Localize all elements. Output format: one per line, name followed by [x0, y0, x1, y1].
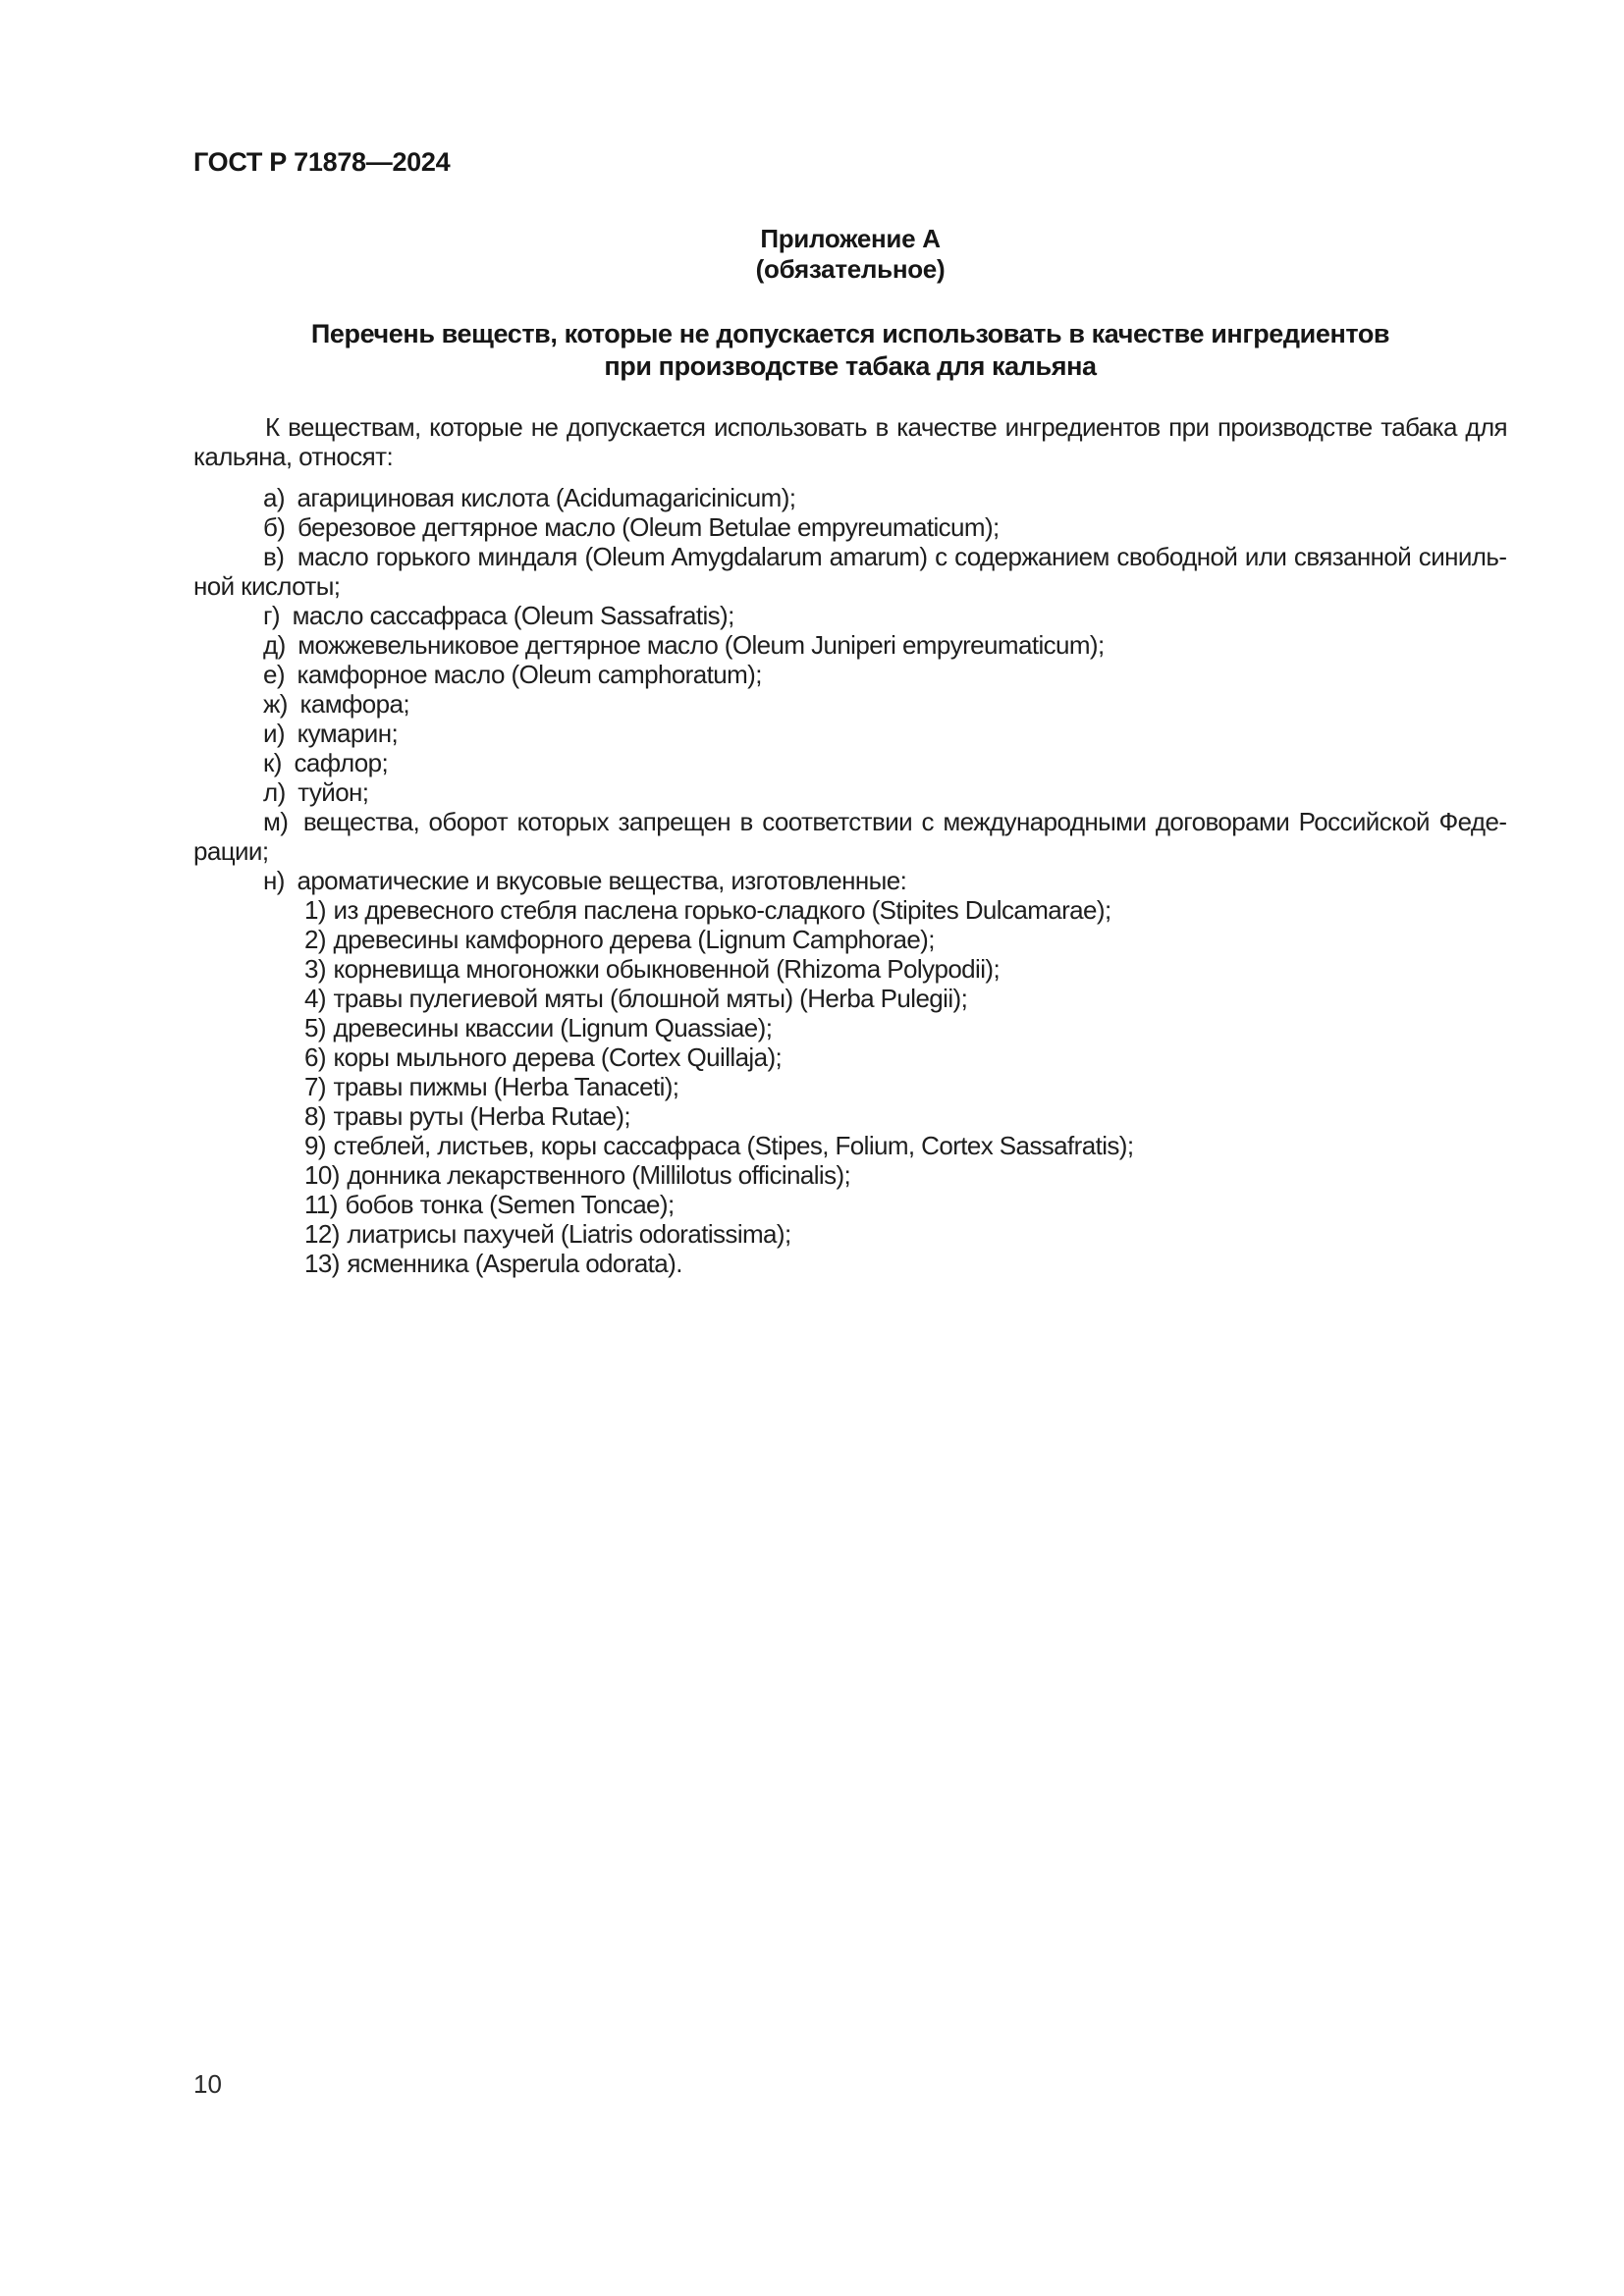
list-item: [193, 807, 1507, 866]
list-item: [193, 719, 1507, 748]
item-marker: 8): [304, 1101, 326, 1131]
list-item: [193, 630, 1507, 660]
page-title-line1: Перечень веществ, которые не допускается использовать в качестве ингредиентов: [310, 319, 1390, 348]
item-text: ароматические и вкусовые вещества, изготовленные:: [297, 866, 907, 895]
item-text: ясменника (Asperula odorata).: [347, 1249, 682, 1278]
appendix-label: Приложение А: [760, 224, 941, 253]
item-text: из древесного стебля паслена горько-сладкого (Stipites Dulcamarae);: [333, 895, 1111, 925]
item-text: травы руты (Herba Rutae);: [333, 1101, 631, 1131]
item-text: вещества, оборот которых запрещен в соответствии с международными договорами Российской Федерации;: [193, 807, 1508, 866]
item-text: древесины камфорного дерева (Lignum Camphorae);: [333, 925, 935, 954]
item-text: лиатрисы пахучей (Liatris odoratissima);: [347, 1219, 791, 1249]
item-marker: д): [263, 630, 286, 660]
intro-paragraph: К веществам, которые не допускается использовать в качестве ингредиентов при производстве табака для кальяна, относят:: [193, 412, 1507, 471]
item-marker: 12): [304, 1219, 340, 1249]
item-text: древесины квассии (Lignum Quassiae);: [333, 1013, 773, 1042]
item-marker: м): [263, 807, 289, 836]
item-text: туйон;: [298, 777, 369, 807]
list-item: [193, 660, 1507, 689]
item-marker: 13): [304, 1249, 340, 1278]
item-text: коры мыльного дерева (Cortex Quillaja);: [333, 1042, 783, 1072]
item-text: кумарин;: [297, 719, 399, 748]
item-marker: 4): [304, 984, 326, 1013]
item-text: травы пижмы (Herba Tanaceti);: [333, 1072, 679, 1101]
item-marker: л): [263, 777, 286, 807]
sub-list-item: [193, 895, 1507, 925]
sub-list-item: [193, 1072, 1507, 1101]
item-text: березовое дегтярное масло (Oleum Betulae empyreumaticum);: [297, 512, 1000, 542]
item-text: корневища многоножки обыкновенной (Rhizoma Polypodii);: [333, 954, 1001, 984]
page-content: [193, 0, 1507, 1278]
item-text: стеблей, листьев, коры сассафраса (Stipes, Folium, Cortex Sassafratis);: [333, 1131, 1134, 1160]
body-text: [193, 412, 1507, 1278]
item-marker: 9): [304, 1131, 326, 1160]
sub-list-item: [193, 1042, 1507, 1072]
item-marker: к): [263, 748, 282, 777]
item-marker: и): [263, 719, 285, 748]
sub-list-item: [193, 1249, 1507, 1278]
list-item: [193, 777, 1507, 807]
item-text: бобов тонка (Semen Toncae);: [345, 1190, 675, 1219]
list-item: [193, 601, 1507, 630]
item-marker: 6): [304, 1042, 326, 1072]
sub-list-item: [193, 1219, 1507, 1249]
item-marker: 3): [304, 954, 326, 984]
item-text: можжевельниковое дегтярное масло (Oleum Juniperi empyreumaticum);: [298, 630, 1105, 660]
list-item: [193, 542, 1507, 601]
item-marker: 11): [304, 1190, 338, 1219]
item-text: сафлор;: [294, 748, 389, 777]
list-item: [193, 748, 1507, 777]
page-number: 10: [193, 2069, 222, 2099]
sub-list-item: [193, 1131, 1507, 1160]
item-marker: в): [263, 542, 285, 571]
appendix-heading: [193, 224, 1507, 285]
item-text: агарициновая кислота (Acidumagaricinicum);: [297, 483, 796, 512]
item-marker: а): [263, 483, 285, 512]
item-marker: 2): [304, 925, 326, 954]
page-title-line2: при производстве табака для кальяна: [604, 351, 1097, 381]
item-text: травы пулегиевой мяты (блошной мяты) (Herba Pulegii);: [333, 984, 968, 1013]
prohibited-list: [193, 483, 1507, 1278]
sub-list-item: [193, 1160, 1507, 1190]
item-text: камфора;: [299, 689, 409, 719]
sub-list-item: [193, 925, 1507, 954]
item-marker: 7): [304, 1072, 326, 1101]
sub-list-item: [193, 954, 1507, 984]
sub-list-item: [193, 1013, 1507, 1042]
list-item: [193, 866, 1507, 895]
sub-list-item: [193, 1190, 1507, 1219]
document-code: ГОСТ Р 71878—2024: [193, 147, 451, 177]
item-marker: г): [263, 601, 280, 630]
item-text: масло горького миндаля (Oleum Amygdalarum amarum) с содержанием свободной или связанной синильной кислоты;: [193, 542, 1507, 601]
list-item: [193, 483, 1507, 512]
item-marker: н): [263, 866, 285, 895]
item-text: донника лекарственного (Millilotus officinalis);: [347, 1160, 851, 1190]
list-item: [193, 512, 1507, 542]
sub-list-item: [193, 984, 1507, 1013]
item-marker: е): [263, 660, 285, 689]
item-marker: ж): [263, 689, 288, 719]
item-text: камфорное масло (Oleum camphoratum);: [297, 660, 762, 689]
item-text: масло сассафраса (Oleum Sassafratis);: [292, 601, 734, 630]
list-item: [193, 689, 1507, 719]
page-title: [193, 318, 1507, 383]
item-marker: 10): [304, 1160, 340, 1190]
item-marker: 1): [304, 895, 326, 925]
sub-list-item: [193, 1101, 1507, 1131]
item-marker: 5): [304, 1013, 326, 1042]
item-marker: б): [263, 512, 286, 542]
appendix-type: (обязательное): [755, 254, 946, 284]
